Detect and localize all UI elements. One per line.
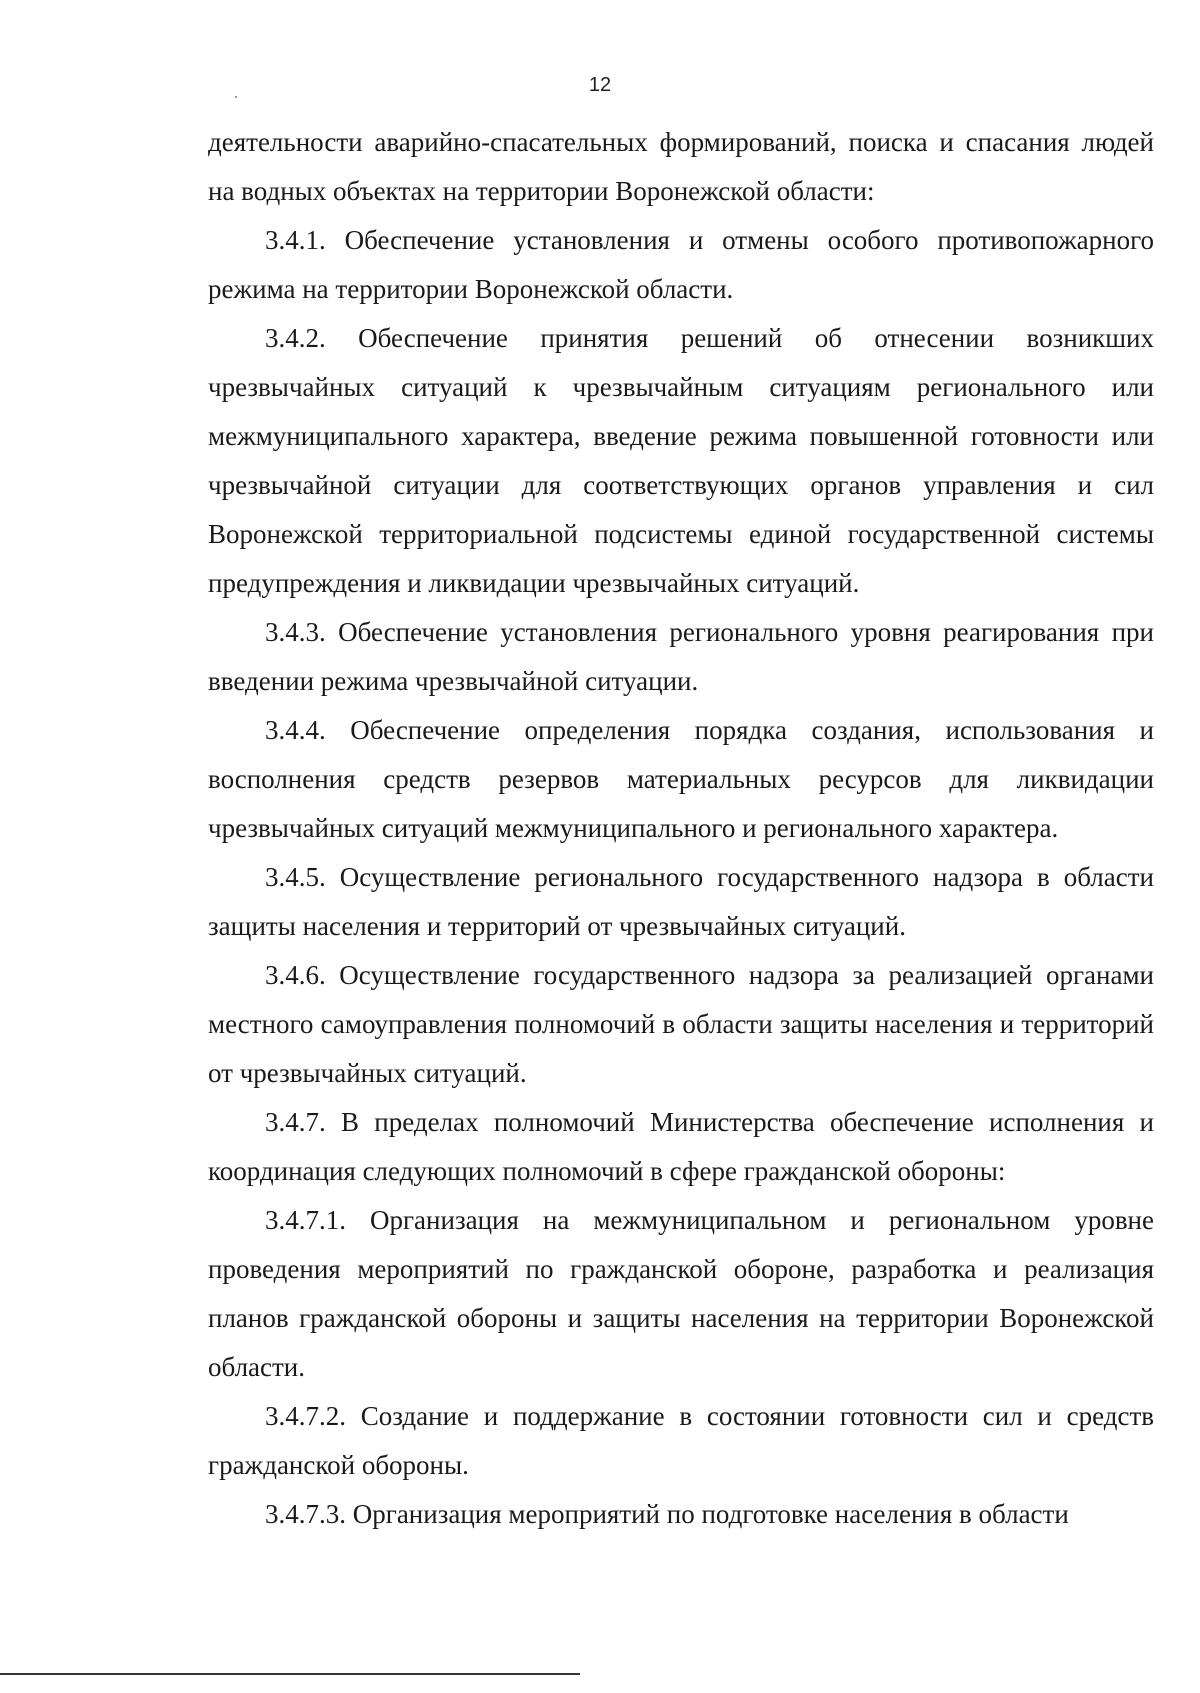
paragraph-3-4-7: 3.4.7. В пределах полномочий Министерства обеспечение исполнения и координация следующих полномочий в сфере гражданской обороны: <box>208 1107 1154 1186</box>
document-body <box>208 118 1154 1539</box>
paragraph-3-4-4: 3.4.4. Обеспечение определения порядка создания, использования и восполнения средств резервов материальных ресурсов для ликвидации чрезвычайных ситуаций межмуниципального и регионального характера. <box>208 715 1154 843</box>
paragraph-3-4-7-1: 3.4.7.1. Организация на межмуниципальном и региональном уровне проведения мероприятий по гражданской обороне, разработка и реализация планов гражданской обороны и защиты населения на территории Воронежской области. <box>208 1205 1154 1382</box>
paragraph-3-4-2: 3.4.2. Обеспечение принятия решений об отнесении возникших чрезвычайных ситуаций к чрезвычайным ситуациям регионального или межмуниципального характера, введение режима повышенной готовности или чрезвычайной ситуации для соответствующих органов управления и сил Воронежской территориальной подсистемы единой государственной системы предупреждения и ликвидации чрезвычайных ситуаций. <box>208 323 1154 598</box>
paragraph-3-4-1: 3.4.1. Обеспечение установления и отмены особого противопожарного режима на территории Воронежской области. <box>208 225 1154 304</box>
paragraph-3-4-7-2: 3.4.7.2. Создание и поддержание в состоянии готовности сил и средств гражданской обороны. <box>208 1401 1154 1480</box>
page-number: 12 <box>588 74 612 96</box>
bottom-divider-line <box>0 1673 580 1675</box>
paragraph-3-4-5: 3.4.5. Осуществление регионального государственного надзора в области защиты населения и территорий от чрезвычайных ситуаций. <box>208 862 1154 941</box>
paragraph-3-4-6: 3.4.6. Осуществление государственного надзора за реализацией органами местного самоуправления полномочий в области защиты населения и территорий от чрезвычайных ситуаций. <box>208 960 1154 1088</box>
paragraph-3-4-3: 3.4.3. Обеспечение установления регионального уровня реагирования при введении режима чрезвычайной ситуации. <box>208 617 1154 696</box>
paragraph-continuation: деятельности аварийно-спасательных формирований, поиска и спасания людей на водных объектах на территории Воронежской области: <box>208 127 1154 206</box>
paragraph-3-4-7-3: 3.4.7.3. Организация мероприятий по подготовке населения в области <box>265 1499 1069 1529</box>
